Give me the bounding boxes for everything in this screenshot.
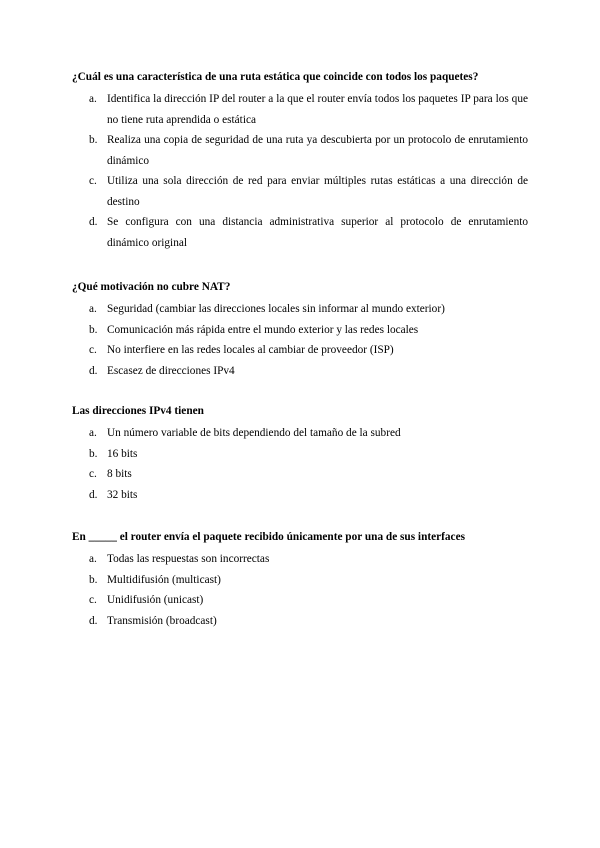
- option-letter: d.: [89, 614, 98, 627]
- option-text: No interfiere en las redes locales al cambiar de proveedor (ISP): [107, 344, 394, 356]
- option-a: [72, 423, 528, 444]
- question-title: En _____ el router envía el paquete recibido únicamente por una de sus interfaces: [72, 531, 465, 543]
- option-list: [72, 423, 528, 505]
- option-b: [72, 444, 528, 465]
- option-text: Realiza una copia de seguridad de una ruta ya descubierta por un protocolo de enrutamiento dinámico: [107, 134, 528, 167]
- option-letter: b.: [89, 134, 98, 146]
- option-a: [72, 299, 528, 320]
- option-letter: d.: [89, 364, 98, 377]
- option-a: [72, 89, 528, 130]
- option-letter: c.: [89, 344, 97, 356]
- option-text: Multidifusión (multicast): [107, 573, 221, 586]
- option-list: [72, 549, 528, 631]
- question-1: [72, 70, 528, 253]
- option-c: [72, 464, 528, 485]
- option-text: 8 bits: [107, 468, 132, 480]
- option-d: [72, 485, 528, 506]
- option-text: Comunicación más rápida entre el mundo exterior y las redes locales: [107, 323, 419, 336]
- question-3: [72, 404, 528, 505]
- option-letter: d.: [89, 488, 98, 501]
- option-text: Escasez de direcciones IPv4: [107, 364, 235, 377]
- option-letter: b.: [89, 573, 98, 586]
- option-letter: a.: [89, 93, 97, 105]
- option-text: Identifica la dirección IP del router a la que el router envía todos los paquetes IP para los que no tiene ruta aprendida o estática: [107, 93, 528, 126]
- option-c: [72, 171, 528, 212]
- option-text: 16 bits: [107, 447, 138, 460]
- option-letter: d.: [89, 216, 98, 228]
- option-c: [72, 340, 528, 361]
- option-d: [72, 361, 528, 382]
- option-text: Utiliza una sola dirección de red para enviar múltiples rutas estáticas a una dirección de destino: [107, 175, 528, 208]
- option-text: Transmisión (broadcast): [107, 614, 217, 627]
- option-c: [72, 590, 528, 611]
- option-letter: a.: [89, 553, 97, 565]
- option-text: Unidifusión (unicast): [107, 594, 204, 606]
- option-text: Se configura con una distancia administrativa superior al protocolo de enrutamiento dinámico original: [107, 216, 528, 249]
- option-letter: a.: [89, 303, 97, 315]
- question-title: ¿Qué motivación no cubre NAT?: [72, 281, 231, 293]
- option-text: Todas las respuestas son incorrectas: [107, 553, 270, 565]
- question-4: [72, 530, 528, 631]
- option-b: [72, 570, 528, 591]
- option-letter: b.: [89, 323, 98, 336]
- option-letter: c.: [89, 594, 97, 606]
- option-list: [72, 299, 528, 381]
- option-d: [72, 212, 528, 253]
- option-text: Seguridad (cambiar las direcciones locales sin informar al mundo exterior): [107, 303, 445, 315]
- option-letter: c.: [89, 468, 97, 480]
- option-list: [72, 89, 528, 253]
- option-letter: a.: [89, 427, 97, 439]
- option-letter: c.: [89, 175, 97, 187]
- option-b: [72, 320, 528, 341]
- option-a: [72, 549, 528, 570]
- question-title: Las direcciones IPv4 tienen: [72, 405, 204, 417]
- option-d: [72, 611, 528, 632]
- option-text: Un número variable de bits dependiendo del tamaño de la subred: [107, 427, 401, 439]
- option-text: 32 bits: [107, 488, 138, 501]
- question-title: ¿Cuál es una característica de una ruta estática que coincide con todos los paquetes?: [72, 71, 479, 83]
- option-b: [72, 130, 528, 171]
- question-2: [72, 280, 528, 381]
- option-letter: b.: [89, 447, 98, 460]
